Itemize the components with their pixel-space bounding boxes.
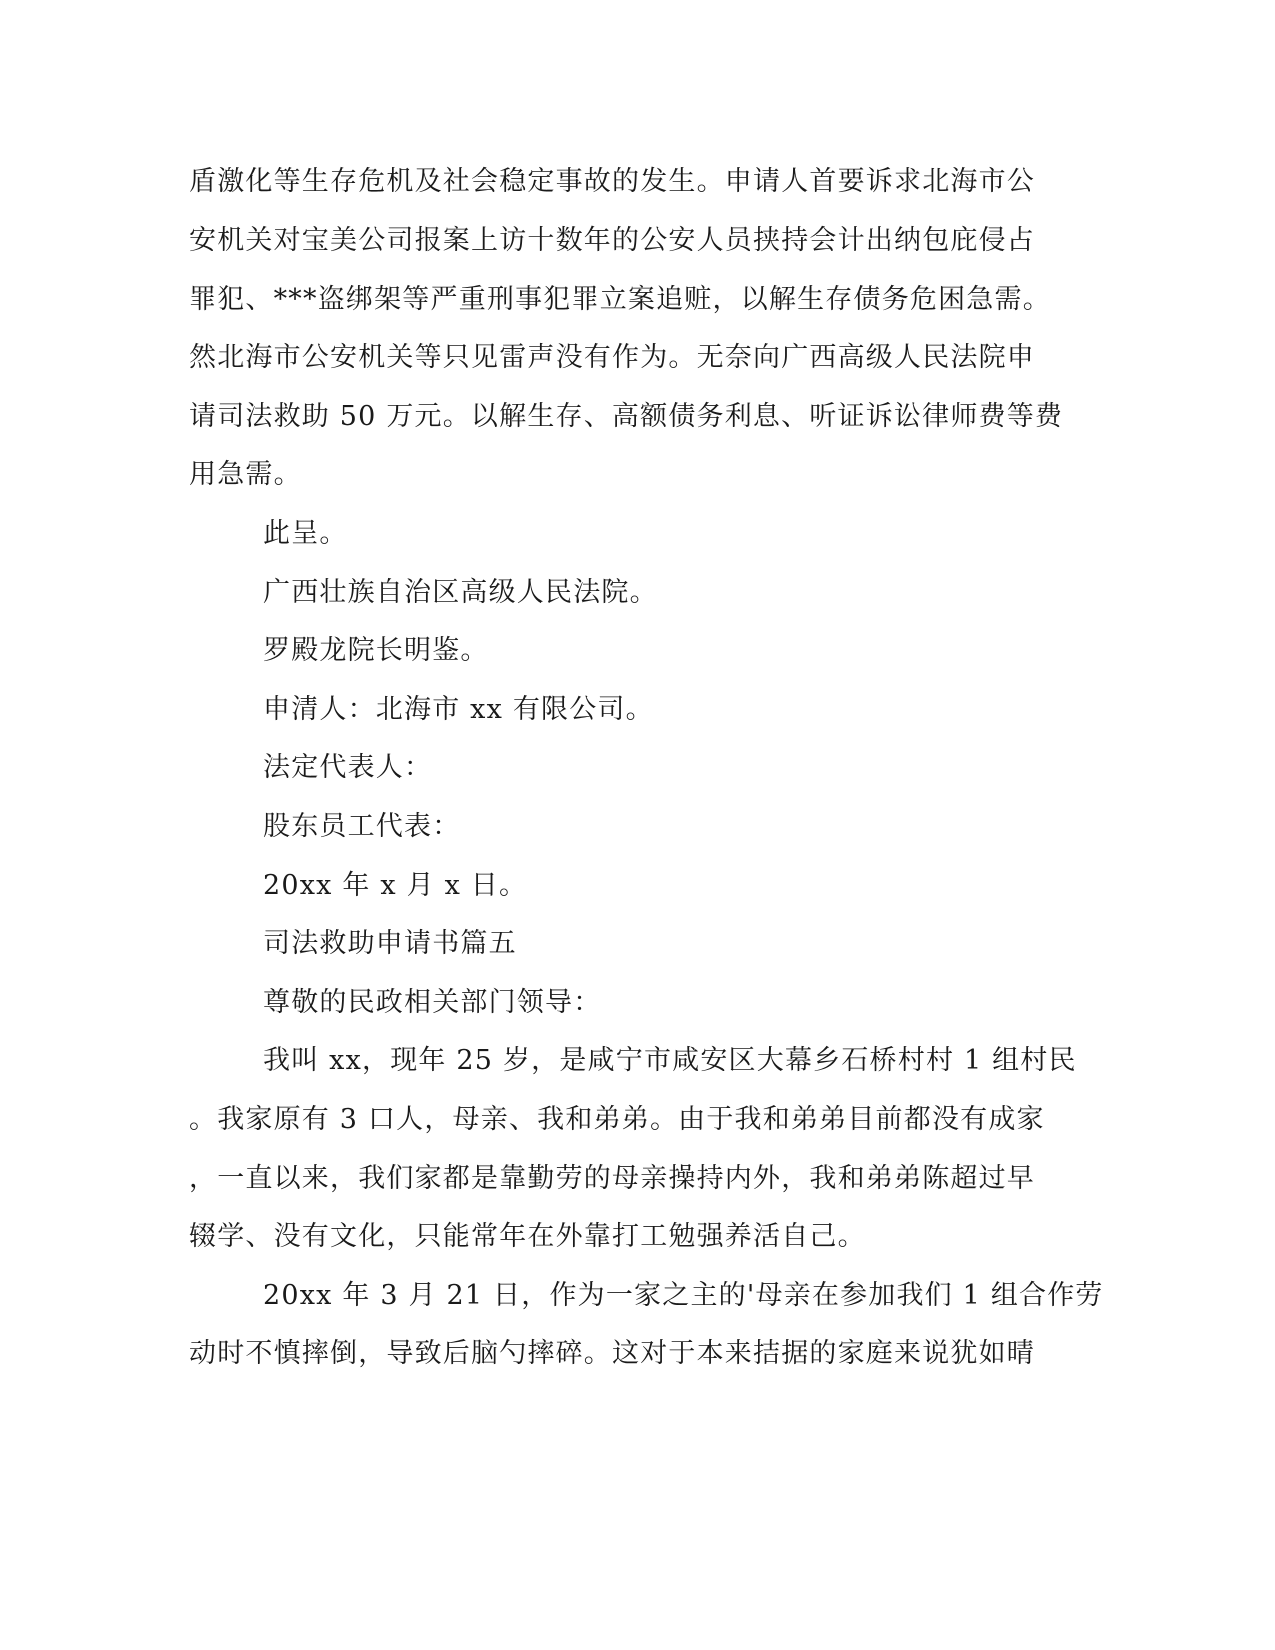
text-line: 辍学、没有文化，只能常年在外靠打工勉强养活自己。 [189, 1221, 866, 1252]
text-line: 我叫 xx，现年 25 岁，是咸宁市咸安区大幕乡石桥村村 1 组村民 [263, 1045, 1077, 1076]
closing-line: 此呈。 [263, 518, 348, 549]
recipient-president: 罗殿龙院长明鉴。 [263, 635, 489, 666]
legal-representative-line: 法定代表人： [263, 752, 433, 783]
text-line: 安机关对宝美公司报案上访十数年的公安人员挟持会计出纳包庇侵占 [189, 225, 1035, 256]
date-line: 20xx 年 x 月 x 日。 [263, 870, 528, 901]
text-line: 动时不慎摔倒，导致后脑勺摔碎。这对于本来拮据的家庭来说犹如晴 [189, 1338, 1035, 1369]
text-line: 请司法救助 50 万元。以解生存、高额债务利息、听证诉讼律师费等费 [189, 401, 1064, 432]
section-heading: 司法救助申请书篇五 [263, 928, 517, 959]
text-line: 盾激化等生存危机及社会稳定事故的发生。申请人首要诉求北海市公 [189, 166, 1035, 197]
recipient-court: 广西壮族自治区高级人民法院。 [263, 577, 658, 608]
salutation-line: 尊敬的民政相关部门领导： [263, 987, 602, 1018]
text-line: 罪犯、***盗绑架等严重刑事犯罪立案追赃，以解生存债务危困急需。 [189, 284, 1051, 315]
text-line: 。我家原有 3 口人，母亲、我和弟弟。由于我和弟弟目前都没有成家 [189, 1104, 1045, 1135]
text-line: 然北海市公安机关等只见雷声没有作为。无奈向广西高级人民法院申 [189, 342, 1035, 373]
applicant-line: 申清人：北海市 xx 有限公司。 [263, 694, 654, 725]
text-line: ，一直以来，我们家都是靠勤劳的母亲操持内外，我和弟弟陈超过早 [189, 1163, 1035, 1194]
text-line: 20xx 年 3 月 21 日，作为一家之主的'母亲在参加我们 1 组合作劳 [263, 1280, 1104, 1311]
text-line: 用急需。 [189, 459, 302, 490]
shareholder-representative-line: 股东员工代表： [263, 811, 461, 842]
